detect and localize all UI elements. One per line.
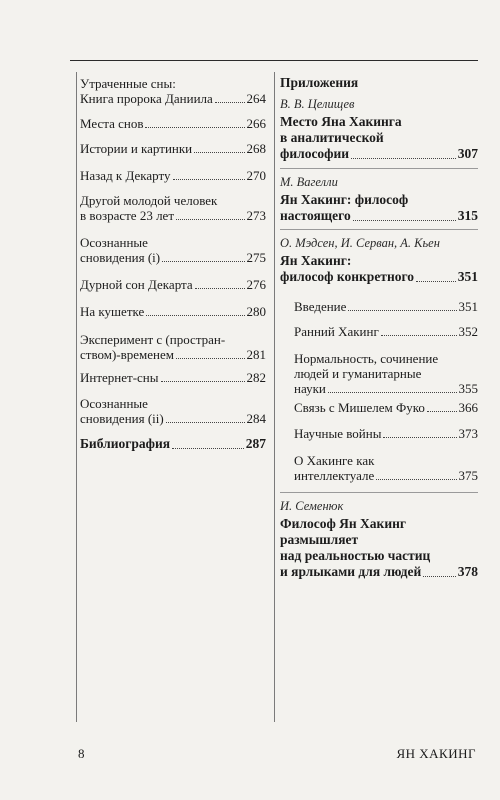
article-author: И. Семенюк (280, 499, 344, 513)
toc-entry[interactable]: Истории и картинки 268 (80, 141, 266, 156)
toc-entry[interactable]: Дурной сон Декарта 276 (80, 277, 266, 292)
article-entry[interactable]: Философ Ян Хакинг размышляет над реальностью частиц и ярлыками для людей 378 (280, 516, 478, 579)
article-entry[interactable]: Место Яна Хакинга в аналитической философии 307 (280, 114, 478, 161)
toc-subentry[interactable]: Связь с Мишелем Фуко 366 (294, 400, 478, 415)
toc-left-column (80, 72, 266, 452)
top-rule (70, 60, 478, 61)
toc-entry[interactable]: Осознанные сновидения (ii) 284 (80, 396, 266, 426)
toc-entry[interactable]: Эксперимент с (простран- ством)-временем 281 (80, 332, 266, 362)
toc-entry[interactable]: Назад к Декарту 270 (80, 168, 266, 183)
section-title: Приложения (280, 75, 359, 90)
article-author: М. Вагелли (280, 175, 338, 189)
article-entry[interactable]: Ян Хакинг: философ конкретного 351 (280, 253, 478, 284)
article-separator (280, 168, 478, 169)
running-head: ЯН ХАКИНГ (396, 746, 476, 761)
toc-right-column (280, 72, 478, 580)
toc-subentry[interactable]: Нормальность, сочинение людей и гуманитарные науки 355 (294, 351, 478, 396)
toc-entry[interactable]: Другой молодой человек в возрасте 23 лет 273 (80, 193, 266, 223)
toc-subentry[interactable]: О Хакинге как интеллектуале 375 (294, 453, 478, 483)
toc-entry-bibliography[interactable]: Библиография 287 (80, 436, 266, 451)
toc-entry[interactable]: Утраченные сны: Книга пророка Даниила 264 (80, 76, 266, 106)
toc-entry[interactable]: Интернет-сны 282 (80, 370, 266, 385)
center-divider (274, 72, 275, 722)
toc-entry[interactable]: Места снов 266 (80, 116, 266, 131)
article-author: В. В. Целищев (280, 97, 355, 111)
left-divider (76, 72, 77, 722)
toc-subentry[interactable]: Введение 351 (294, 299, 478, 314)
page-number: 8 (78, 746, 85, 761)
toc-entry[interactable]: На кушетке 280 (80, 304, 266, 319)
toc-entry[interactable]: Осознанные сновидения (i) 275 (80, 235, 266, 265)
toc-subentry[interactable]: Ранний Хакинг 352 (294, 324, 478, 339)
article-author: О. Мэдсен, И. Серван, А. Кьен (280, 236, 440, 250)
toc-subentry[interactable]: Научные войны 373 (294, 426, 478, 441)
article-separator (280, 492, 478, 493)
article-entry[interactable]: Ян Хакинг: философ настоящего 315 (280, 192, 478, 223)
subentries (280, 299, 478, 483)
article-separator (280, 229, 478, 230)
